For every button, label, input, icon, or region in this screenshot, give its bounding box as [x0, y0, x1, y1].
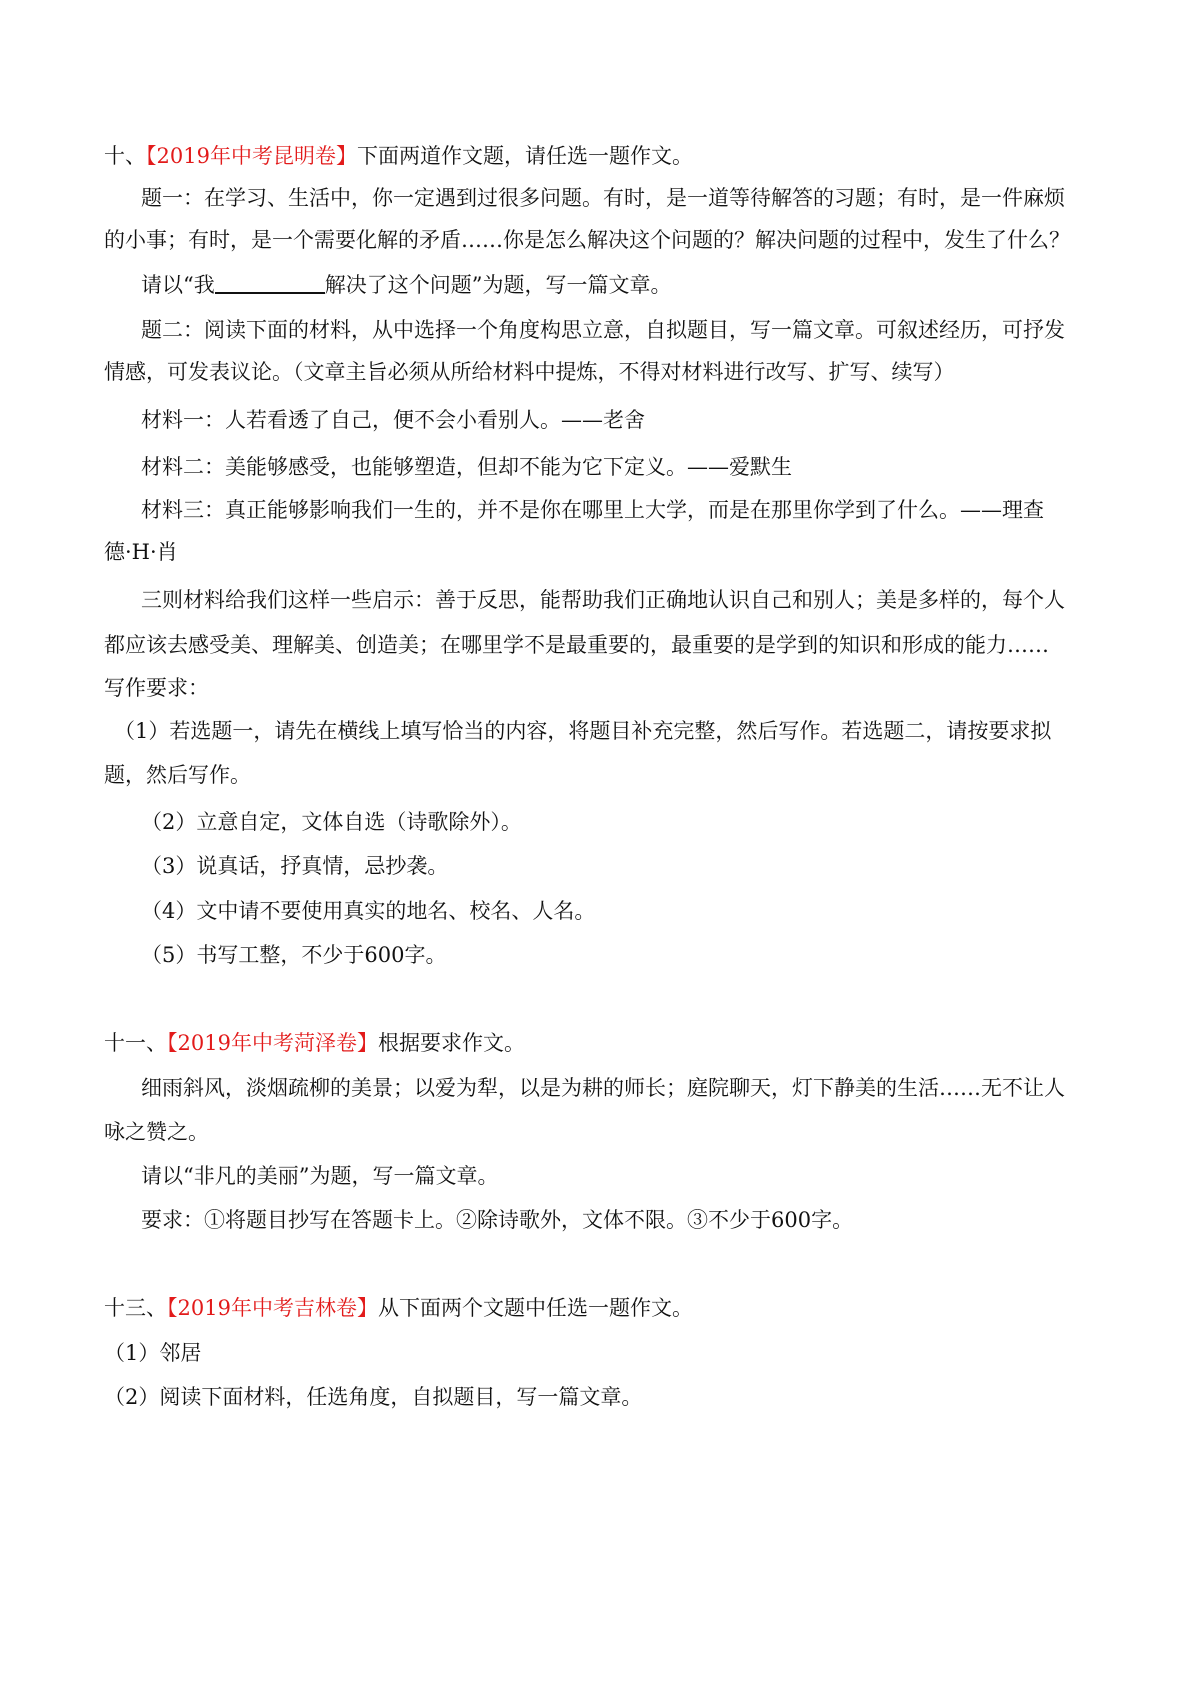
q10-title-instruction	[141, 270, 671, 300]
q13-option1: （1）邻居	[104, 1341, 202, 1365]
q10-requirements-heading: 写作要求：	[104, 676, 209, 700]
q10-topic2-line1: 题二：阅读下面的材料，从中选择一个角度构思立意，自拟题目，写一篇文章。可叙述经历，可抒发	[141, 318, 1065, 342]
q10-heading	[104, 141, 693, 171]
q10-topic2-line2: 情感，可发表议论。（文章主旨必须从所给材料中提炼，不得对材料进行改写、扩写、续写）	[104, 360, 955, 384]
q10-title-suffix: 解决了这个问题”为题，写一篇文章。	[324, 273, 672, 297]
q11-requirements: 要求：①将题目抄写在答题卡上。②除诗歌外，文体不限。③不少于600字。	[141, 1208, 854, 1232]
q13-number: 十三、	[104, 1296, 167, 1320]
q10-material1: 材料一：人若看透了自己，便不会小看别人。——老舍	[141, 408, 645, 432]
q11-title-line: 请以“非凡的美丽”为题，写一篇文章。	[141, 1164, 499, 1188]
q10-insight-line1: 三则材料给我们这样一些启示：善于反思，能帮助我们正确地认识自己和别人；美是多样的，每个人	[141, 588, 1065, 612]
q10-insight-line2: 都应该去感受美、理解美、创造美；在哪里学不是最重要的，最重要的是学到的知识和形成的能力……	[104, 633, 1049, 657]
q11-prompt: 根据要求作文。	[377, 1031, 525, 1055]
q11-number: 十一、	[104, 1031, 167, 1055]
q13-option2: （2）阅读下面材料，任选角度，自拟题目，写一篇文章。	[104, 1385, 643, 1409]
title-fill-blank	[215, 270, 325, 294]
q10-req1-line1: （1）若选题一，请先在横线上填写恰当的内容，将题目补充完整，然后写作。若选题二，请按要求拟	[114, 719, 1052, 743]
q11-text-line1: 细雨斜风，淡烟疏柳的美景；以爱为犁，以是为耕的师长；庭院聊天，灯下静美的生活……无不让人	[141, 1076, 1065, 1100]
q10-title-prefix: 请以“我	[141, 273, 215, 297]
q10-req1-line2: 题，然后写作。	[104, 763, 251, 787]
q10-source: 【2019年中考昆明卷】	[146, 144, 357, 168]
q10-req5: （5）书写工整，不少于600字。	[141, 943, 447, 967]
q10-material2: 材料二：美能够感受，也能够塑造，但却不能为它下定义。——爱默生	[141, 455, 792, 479]
q11-text-line2: 咏之赞之。	[104, 1120, 209, 1144]
q13-prompt: 从下面两个文题中任选一题作文。	[377, 1296, 693, 1320]
q10-req3: （3）说真话，抒真情，忌抄袭。	[141, 854, 449, 878]
q10-topic1-line2: 的小事；有时，是一个需要化解的矛盾……你是怎么解决这个问题的？解决问题的过程中，发生了什么？	[104, 228, 1070, 252]
q13-heading	[104, 1293, 693, 1323]
q10-material3-line2: 德·H·肖	[104, 540, 178, 564]
q10-req2: （2）立意自定，文体自选（诗歌除外）。	[141, 810, 522, 834]
q10-number: 十、	[104, 144, 146, 168]
q13-source: 【2019年中考吉林卷】	[167, 1296, 378, 1320]
q10-topic1-line1: 题一：在学习、生活中，你一定遇到过很多问题。有时，是一道等待解答的习题；有时，是一件麻烦	[141, 186, 1065, 210]
q11-source: 【2019年中考菏泽卷】	[167, 1031, 378, 1055]
q10-req4: （4）文中请不要使用真实的地名、校名、人名。	[141, 899, 596, 923]
q10-prompt: 下面两道作文题，请任选一题作文。	[356, 144, 693, 168]
q11-heading	[104, 1028, 525, 1058]
q10-material3-line1: 材料三：真正能够影响我们一生的，并不是你在哪里上大学，而是在那里你学到了什么。——理查	[141, 498, 1044, 522]
